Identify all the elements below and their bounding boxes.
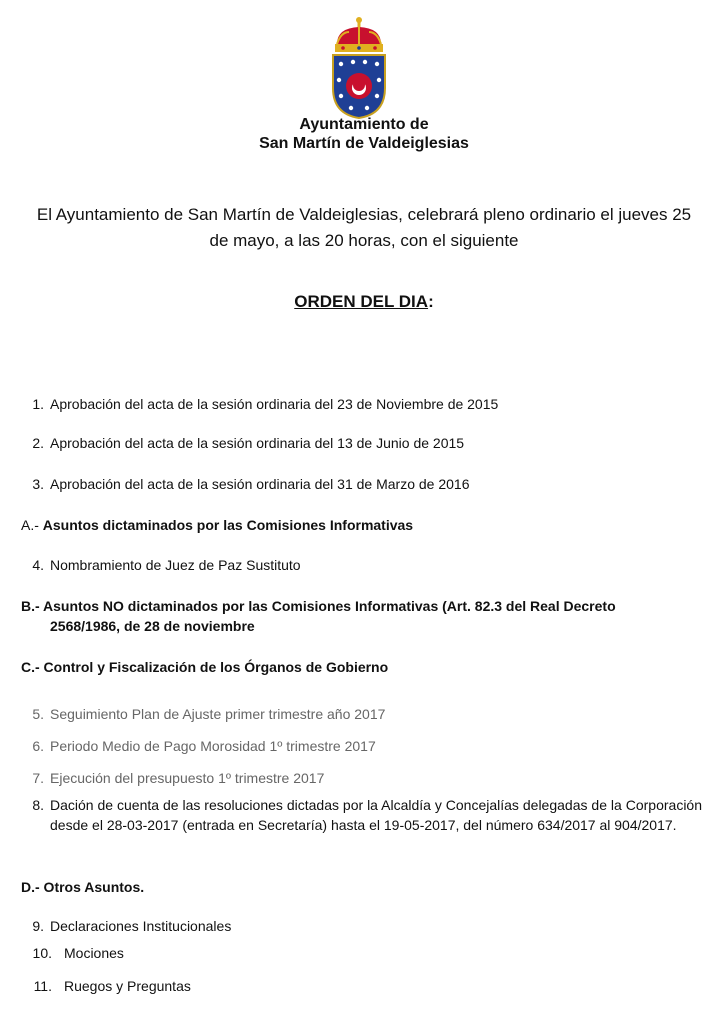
organization-name-line1: Ayuntamiento de (299, 116, 429, 133)
item-number: 8. (32, 797, 44, 813)
item-number: 10. (32, 945, 52, 961)
intro-paragraph: El Ayuntamiento de San Martín de Valdeiglesias, celebrará pleno ordinario el jueves 25 de mayo, a las 20 horas, con el siguiente (36, 205, 692, 250)
item-number: 6. (32, 738, 44, 754)
agenda-title-text: ORDEN DEL DIA (294, 292, 429, 311)
section-b-heading-line2: 2568/1986, de 28 de noviembre (50, 618, 255, 634)
section-d-heading: D.- Otros Asuntos. (21, 879, 145, 895)
item-text: Mociones (64, 945, 124, 961)
organization-name-line2: San Martín de Valdeiglesias (259, 135, 469, 152)
agenda-title (0, 292, 728, 312)
item-text: Nombramiento de Juez de Paz Sustituto (50, 557, 301, 573)
item-text: Ruegos y Preguntas (64, 978, 191, 994)
section-b-heading-line1: B.- Asuntos NO dictaminados por las Comisiones Informativas (Art. 82.3 del Real Decreto (21, 598, 616, 614)
item-number: 7. (32, 770, 44, 786)
item-text-multiline: Dación de cuenta de las resoluciones dictadas por la Alcaldía y Concejalías delegadas de la Corporación desde el 28-03-2017 (entrada en Secretaría) hasta el 19-05-2017, del número 634/2017 al 904/2017. (50, 797, 702, 833)
item-number: 5. (32, 706, 44, 722)
section-a-text: Asuntos dictaminados por las Comisiones Informativas (42, 517, 414, 533)
item-text: Seguimiento Plan de Ajuste primer trimestre año 2017 (50, 706, 386, 722)
item-number: 1. (32, 396, 44, 412)
section-a-prefix: A.- (21, 517, 43, 533)
item-text: Aprobación del acta de la sesión ordinaria del 23 de Noviembre de 2015 (50, 396, 499, 412)
item-number: 4. (32, 557, 44, 573)
item-text: Declaraciones Institucionales (50, 918, 232, 934)
item-text: Periodo Medio de Pago Morosidad 1º trimestre 2017 (50, 738, 376, 754)
item-text: Ejecución del presupuesto 1º trimestre 2017 (50, 770, 325, 786)
agenda-title-colon: : (428, 292, 434, 311)
item-number: 9. (32, 918, 44, 934)
item-text: Aprobación del acta de la sesión ordinaria del 31 de Marzo de 2016 (50, 476, 470, 492)
section-a-heading (21, 515, 413, 535)
coat-of-arms-icon (327, 14, 391, 122)
item-number: 2. (32, 435, 44, 451)
section-c-heading: C.- Control y Fiscalización de los Órganos de Gobierno (21, 659, 389, 675)
item-text: Aprobación del acta de la sesión ordinaria del 13 de Junio de 2015 (50, 435, 465, 451)
item-number: 11. (33, 978, 52, 994)
item-number: 3. (32, 476, 44, 492)
